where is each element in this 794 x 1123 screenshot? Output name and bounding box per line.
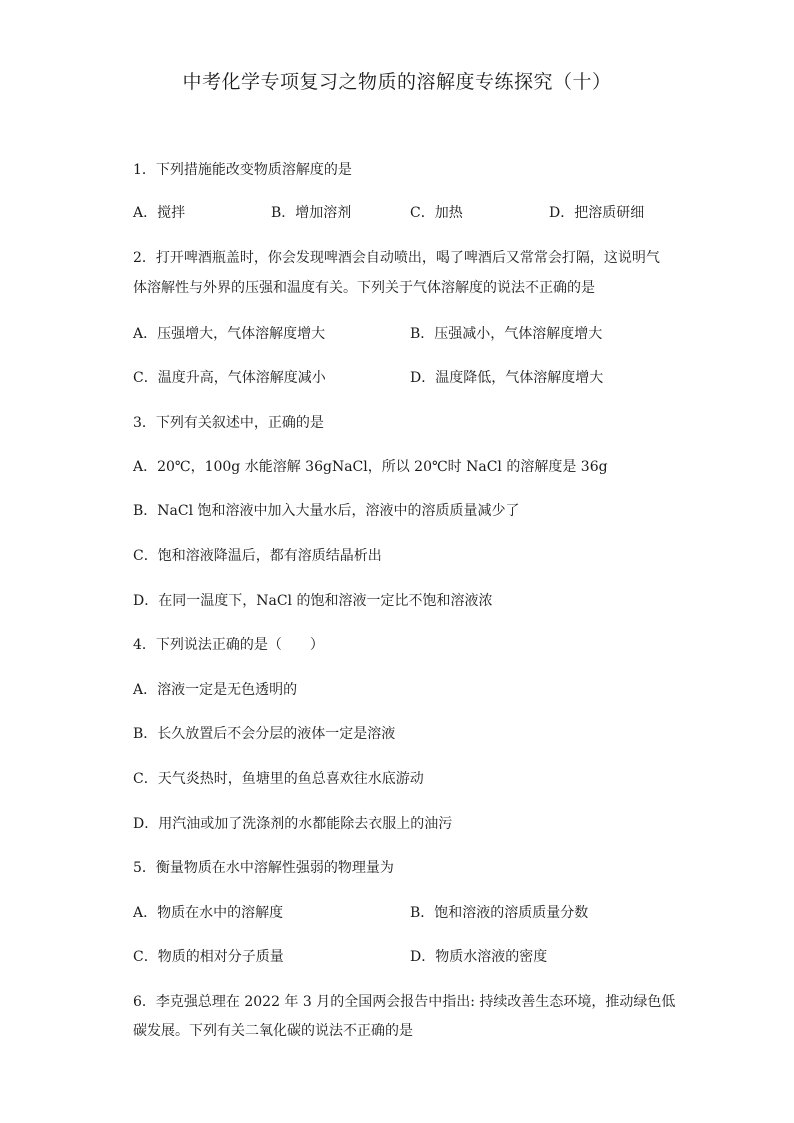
question-4-stem: 4．下列说法正确的是（ ）	[133, 637, 324, 653]
question-1-option-b: B．增加溶剂	[271, 205, 352, 221]
question-3-option-a: A．20℃，100g 水能溶解 36gNaCl，所以 20℃时 NaCl 的溶解度是 36g	[133, 459, 608, 475]
question-3-stem: 3．下列有关叙述中，正确的是	[133, 415, 324, 431]
question-4-option-b: B．长久放置后不会分层的液体一定是溶液	[133, 726, 396, 742]
question-3-option-d: D．在同一温度下，NaCl 的饱和溶液一定比不饱和溶液浓	[133, 593, 493, 609]
question-2-option-d: D．温度降低，气体溶解度增大	[410, 370, 604, 386]
question-4-option-c: C．天气炎热时，鱼塘里的鱼总喜欢往水底游动	[133, 771, 424, 787]
question-2-option-a: A．压强增大，气体溶解度增大	[133, 326, 326, 342]
question-1-option-d: D．把溶质研细	[549, 205, 645, 221]
question-1-option-a: A．搅拌	[133, 205, 186, 221]
question-3-option-b: B．NaCl 饱和溶液中加入大量水后，溶液中的溶质质量减少了	[133, 503, 520, 519]
question-2-stem-line-1: 2．打开啤酒瓶盖时，你会发现啤酒会自动喷出，喝了啤酒后又常常会打隔，这说明气	[133, 250, 660, 266]
question-4-option-d: D．用汽油或加了洗涤剂的水都能除去衣服上的油污	[133, 816, 453, 832]
question-5-option-a: A．物质在水中的溶解度	[133, 905, 284, 921]
question-3-option-c: C．饱和溶液降温后，都有溶质结晶析出	[133, 548, 382, 564]
question-5-option-c: C．物质的相对分子质量	[133, 949, 284, 965]
question-4-option-a: A．溶液一定是无色透明的	[133, 682, 298, 698]
question-2-option-b: B．压强减小，气体溶解度增大	[410, 326, 603, 342]
question-5-option-d: D．物质水溶液的密度	[410, 949, 548, 965]
question-5-stem: 5．衡量物质在水中溶解性强弱的物理量为	[133, 860, 394, 876]
question-1-option-c: C．加热	[410, 205, 463, 221]
question-6-stem-line-2: 碳发展。下列有关二氧化碳的说法不正确的是	[133, 1023, 413, 1039]
question-2-stem-line-2: 体溶解性与外界的压强和温度有关。下列关于气体溶解度的说法不正确的是	[133, 280, 595, 296]
question-6-stem-line-1: 6．李克强总理在 2022 年 3 月的全国两会报告中指出: 持续改善生态环境，推动绿色低	[133, 994, 676, 1010]
question-5-option-b: B．饱和溶液的溶质质量分数	[410, 905, 589, 921]
question-2-option-c: C．温度升高，气体溶解度减小	[133, 370, 326, 386]
page-title: 中考化学专项复习之物质的溶解度专练探究（十）	[182, 71, 612, 93]
question-1-stem: 1．下列措施能改变物质溶解度的是	[133, 162, 352, 178]
